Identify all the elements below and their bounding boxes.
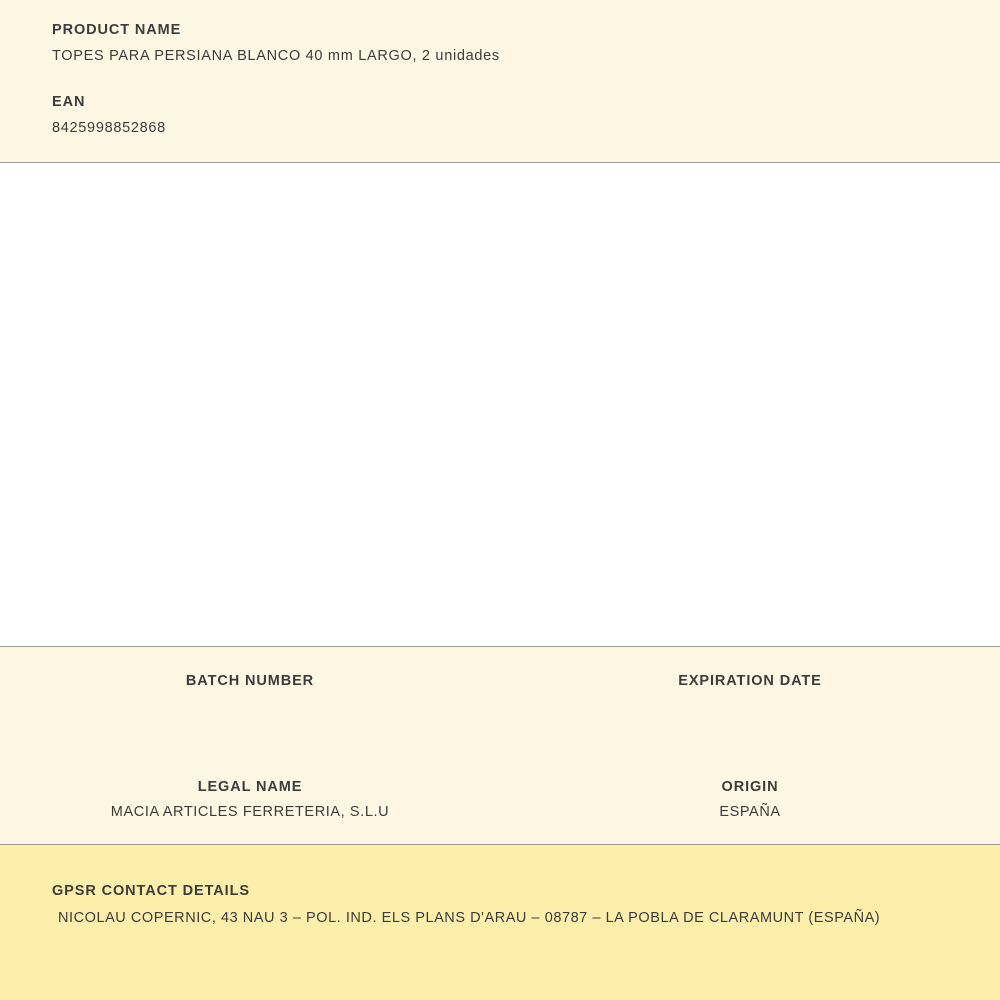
gpsr-contact-section: [0, 845, 1000, 1000]
product-name-field: [0, 22, 1000, 66]
expiration-date-label: EXPIRATION DATE: [678, 673, 822, 689]
origin-value: ESPAÑA: [719, 804, 781, 820]
ean-field: [0, 94, 1000, 138]
ean-value: 8425998852868: [52, 120, 166, 137]
legal-name-value: MACIA ARTICLES FERRETERIA, S.L.U: [110, 804, 390, 820]
product-header-section: [0, 0, 1000, 163]
product-name-label: PRODUCT NAME: [52, 22, 182, 38]
product-image-area: [0, 163, 1000, 647]
batch-number-value: [0, 698, 500, 715]
product-details-section: [0, 647, 1000, 845]
origin-label: ORIGIN: [721, 779, 779, 795]
gpsr-contact-label: GPSR CONTACT DETAILS: [52, 883, 250, 899]
gpsr-contact-value: NICOLAU COPERNIC, 43 NAU 3 – POL. IND. ELS PLANS D'ARAU – 08787 – LA POBLA DE CLARAMUNT (ESPAÑA): [58, 910, 881, 926]
batch-number-cell: [0, 673, 500, 715]
expiration-date-value: [500, 698, 1000, 715]
batch-expiration-row: [0, 673, 1000, 715]
legal-origin-row: [0, 779, 1000, 821]
expiration-date-cell: [500, 673, 1000, 715]
ean-label: EAN: [52, 93, 86, 110]
origin-cell: [500, 779, 1000, 821]
legal-name-label: LEGAL NAME: [197, 779, 303, 795]
product-name-value: TOPES PARA PERSIANA BLANCO 40 mm LARGO, 2 unidades: [52, 48, 500, 65]
legal-name-cell: [0, 779, 500, 821]
batch-number-label: BATCH NUMBER: [185, 673, 315, 689]
